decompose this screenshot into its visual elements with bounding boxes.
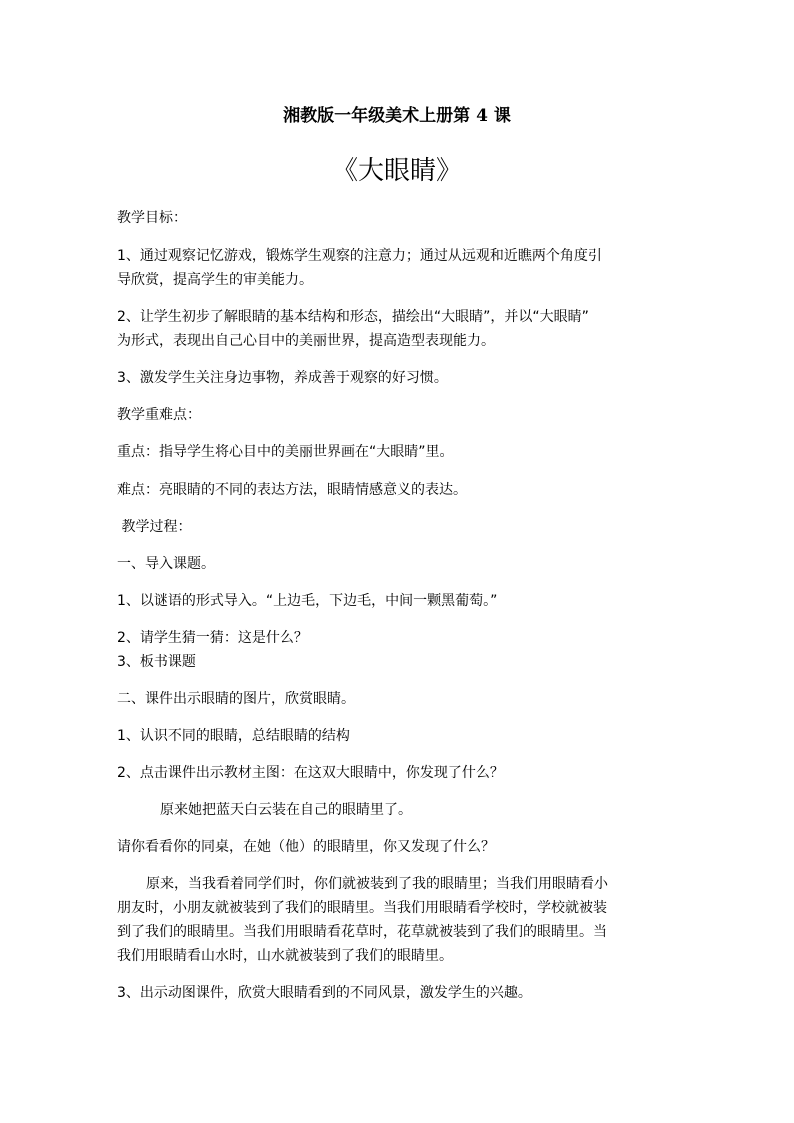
section-2-item-1: 1、认识不同的眼睛，总结眼睛的结构	[117, 728, 350, 744]
section-2-answer: 原来她把蓝天白云装在自己的眼睛里了。	[160, 802, 412, 818]
lesson-title: 《大眼睛》	[331, 156, 462, 186]
section-1-heading: 一、导入课题。	[117, 556, 215, 572]
paragraph-line-4: 我们用眼睛看山水时，山水就被装到了我们的眼睛里。	[117, 948, 453, 964]
paragraph-line-2: 朋友时，小朋友就被装到了我们的眼睛里。当我们用眼睛看学校时，学校就被装	[117, 900, 607, 916]
keypoint: 重点：指导学生将心目中的美丽世界画在“大眼睛”里。	[117, 444, 454, 460]
section-1-item-3: 3、板书课题	[117, 654, 196, 670]
goal-2-line-1: 2、让学生初步了解眼睛的基本结构和形态，描绘出“大眼睛”，并以“大眼睛”	[117, 309, 589, 325]
section-2-item-2: 2、点击课件出示教材主图：在这双大眼睛中，你发现了什么？	[117, 765, 504, 781]
goal-3: 3、激发学生关注身边事物，养成善于观察的好习惯。	[117, 370, 448, 386]
section-2-item-3: 3、出示动图课件，欣赏大眼睛看到的不同风景，激发学生的兴趣。	[117, 985, 532, 1001]
section-2-question: 请你看看你的同桌，在她（他）的眼睛里，你又发现了什么？	[117, 839, 495, 855]
goals-heading: 教学目标：	[117, 210, 187, 226]
goal-1-line-1: 1、通过观察记忆游戏，锻炼学生观察的注意力；通过从远观和近瞧两个角度引	[117, 248, 602, 264]
goal-2-line-2: 为形式，表现出自己心目中的美丽世界，提高造型表现能力。	[117, 333, 495, 349]
section-1-item-1: 1、以谜语的形式导入。“上边毛，下边毛，中间一颗黑葡萄。”	[117, 593, 498, 609]
paragraph-line-1: 原来，当我看着同学们时，你们就被装到了我的眼睛里；当我们用眼睛看小	[146, 876, 608, 892]
difficulty: 难点：亮眼睛的不同的表达方法，眼睛情感意义的表达。	[117, 482, 467, 498]
lesson-subtitle: 湘教版一年级美术上册第 4 课	[283, 106, 511, 126]
section-2-heading: 二、课件出示眼睛的图片，欣赏眼睛。	[117, 691, 355, 707]
section-1-item-2: 2、请学生猜一猜：这是什么？	[117, 630, 308, 646]
process-heading: 教学过程：	[117, 519, 192, 535]
keypoints-heading: 教学重难点：	[117, 407, 201, 423]
goal-1-line-2: 导欣赏，提高学生的审美能力。	[117, 272, 313, 288]
paragraph-line-3: 到了我们的眼睛里。当我们用眼睛看花草时，花草就被装到了我们的眼睛里。当	[117, 924, 607, 940]
